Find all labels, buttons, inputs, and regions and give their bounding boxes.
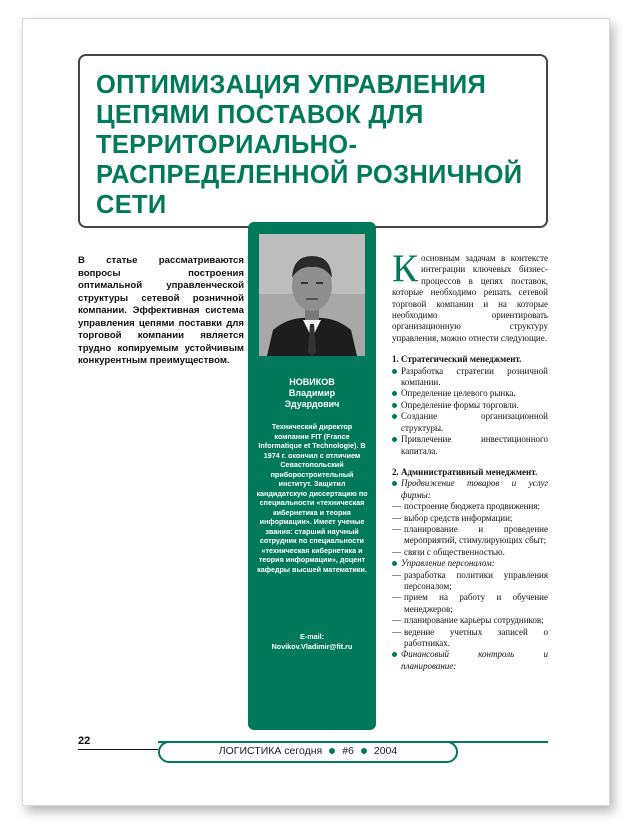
- bullet-icon: [329, 748, 335, 754]
- article-lead: В статье рассматриваются вопросы построения оптимальной управленческой структуры сетевой розничной компании. Эффективная система управления цепями поставки для торговой компании является трудно копируемым устойчивым конкурентным преимуществом.: [78, 255, 244, 366]
- article-body: [392, 247, 548, 682]
- title-box: [78, 54, 548, 228]
- magazine-name: ЛОГИСТИКА сегодня: [218, 745, 323, 757]
- email-label: E-mail:: [300, 632, 324, 641]
- issue-year: 2004: [373, 745, 398, 757]
- list-item: Определение формы торговли.: [392, 400, 548, 411]
- running-footer: [158, 745, 458, 758]
- page-number: 22: [78, 735, 91, 747]
- author-patronymic: Эдуардович: [284, 399, 340, 409]
- article-title: ОПТИМИЗАЦИЯ УПРАВЛЕНИЯ ЦЕПЯМИ ПОСТАВОК ДЛЯ ТЕРРИТОРИАЛЬНО-РАСПРЕДЕЛЕННОЙ РОЗНИЧНОЙ СЕТИ: [96, 71, 523, 219]
- list-item: Определение целевого рынка.: [392, 388, 548, 399]
- author-bio: Технический директор компании FIT (France Informatique et Technologie). В 1974 г. окончил с отличием Севастопольский приборостроительный институт. Защитил кандидатскую диссертацию по специальности «техническая кибернетика и теория информации». Имеет ученые звания: старший научный сотрудник по специальности «техническая кибернетика и теория информации», доцент кафедры высшей математики.: [256, 422, 368, 574]
- author-name: [248, 377, 376, 410]
- bullet-icon: [361, 748, 367, 754]
- list-item: Управление персоналом:: [392, 558, 548, 569]
- author-sidebar: [248, 222, 376, 730]
- issue-number: #6: [342, 745, 354, 757]
- list-item: Продвижение товаров и услуг фирмы:: [392, 478, 548, 501]
- author-first-name: Владимир: [288, 388, 336, 398]
- list-subitem: — планирование карьеры сотрудников;: [392, 615, 548, 626]
- list-subitem: — связи с общественностью.: [392, 547, 548, 558]
- list-item: Привлечение инвестиционного капитала.: [392, 434, 548, 457]
- list-item: Разработка стратегии розничной компании.: [392, 366, 548, 389]
- drop-cap: К: [392, 247, 419, 290]
- author-surname: НОВИКОВ: [289, 377, 335, 387]
- intro-text: основным задачам в контексте интеграции ключевых бизнес-процессов в цепях поставок, которые необходимо решать сетевой торговой компании и на которые необходимо ориентировать организационную структуру управления, можно отнести следующие.: [392, 253, 548, 343]
- list-subitem: — планирование и проведение мероприятий, стимулирующих сбыт;: [392, 524, 548, 547]
- list-subitem: — ведение учетных записей о работниках.: [392, 627, 548, 650]
- list-subitem: — выбор средств информации;: [392, 513, 548, 524]
- footer-rule-left: [78, 749, 158, 750]
- section-heading: 1. Стратегический менеджмент.: [392, 354, 522, 365]
- list-subitem: — построение бюджета продвижения;: [392, 501, 548, 512]
- section1-list: [392, 366, 548, 457]
- list-subitem: — прием на работу и обучение менеджеров;: [392, 592, 548, 615]
- section2-list: [392, 478, 548, 672]
- list-item: Финансовый контроль и планирование:: [392, 649, 548, 672]
- author-photo: [259, 234, 365, 356]
- list-subitem: — разработка политики управления персоналом;: [392, 570, 548, 593]
- email-address: Novikov.Vladimir@fit.ru: [271, 641, 353, 651]
- author-email: [250, 632, 374, 651]
- section-heading: 2. Административный менеджмент.: [392, 466, 538, 477]
- list-item: Создание организационной структуры.: [392, 411, 548, 434]
- intro-paragraph: [392, 247, 548, 344]
